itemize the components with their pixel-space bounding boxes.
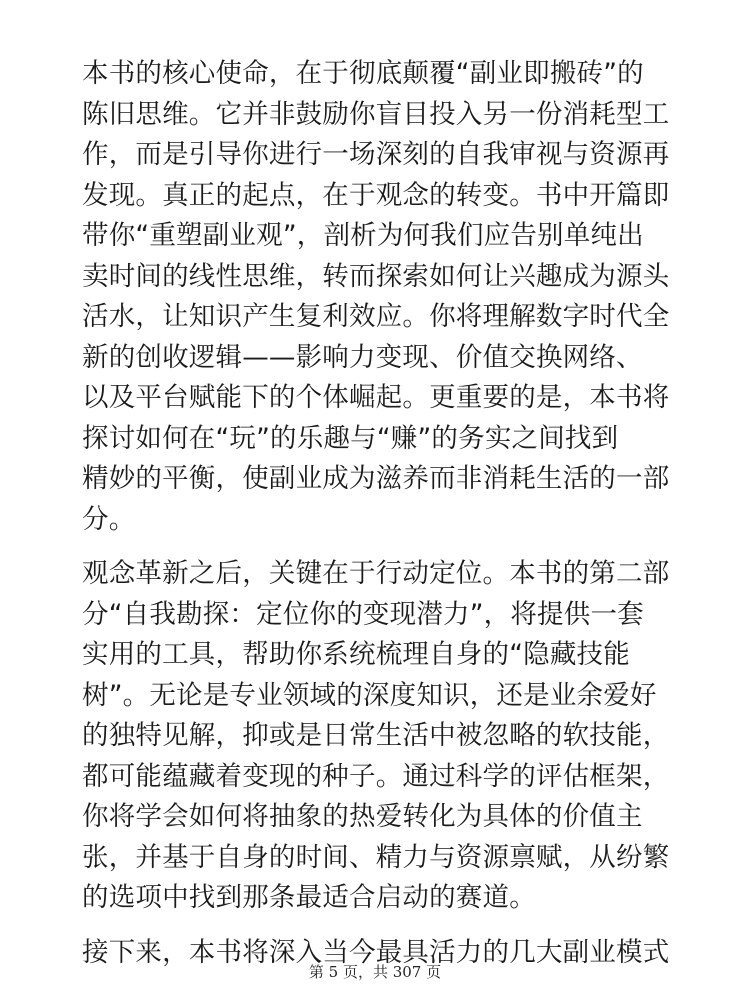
text-line: 卖时间的线性思维，转而探索如何让兴趣成为源头 [82,260,670,292]
text-line: 实用的工具，帮助你系统梳理自身的“隐藏技能 [82,639,630,670]
text-line: 你将学会如何将抽象的热爱转化为具体的价值主 [82,801,643,832]
text-line: 观念革新之后，关键在于行动定位。本书的第二部 [82,558,670,589]
text-line: 陈旧思维。它并非鼓励你盲目投入另一份消耗型工 [82,98,670,130]
text-line: 本书的核心使命，在于彻底颠覆“副业即搬砖”的 [82,58,644,89]
paragraph-2 [82,554,676,919]
text-line: 发现。真正的起点，在于观念的转变。书中开篇即 [82,179,670,211]
text-line: 作，而是引导你进行一场深刻的自我审视与资源再 [82,139,670,170]
text-line: 分“自我勘探：定位你的变现潜力”，将提供一套 [82,598,644,630]
text-line: 活水，让知识产生复利效应。你将理解数字时代全 [82,301,670,332]
paragraph-1 [82,54,676,540]
text-line: 以及平台赋能下的个体崛起。更重要的是，本书将 [82,382,670,413]
page-number-footer: 第 5 页，共 307 页 [308,963,442,981]
text-line: 的独特见解，抑或是日常生活中被忽略的软技能， [82,720,670,751]
text-line: 新的创收逻辑——影响力变现、价值交换网络、 [82,341,643,373]
text-line: 分。 [82,503,136,535]
text-line: 都可能蕴藏着变现的种子。通过科学的评估框架， [82,760,670,792]
text-line: 探讨如何在“玩”的乐趣与“赚”的务实之间找到 [82,422,619,454]
text-line: 的选项中找到那条最适合启动的赛道。 [82,882,536,913]
text-line: 精妙的平衡，使副业成为滋养而非消耗生活的一部 [82,463,670,494]
text-line: 带你“重塑副业观”，剖析为何我们应告别单纯出 [82,220,644,251]
text-line: 张，并基于自身的时间、精力与资源禀赋，从纷繁 [82,841,670,873]
body-text [82,54,676,987]
text-line: 树”。无论是专业领域的深度知识，还是业余爱好 [82,679,657,711]
text-line: 接下来，本书将深入当今最具活力的几大副业模式 [82,936,670,968]
